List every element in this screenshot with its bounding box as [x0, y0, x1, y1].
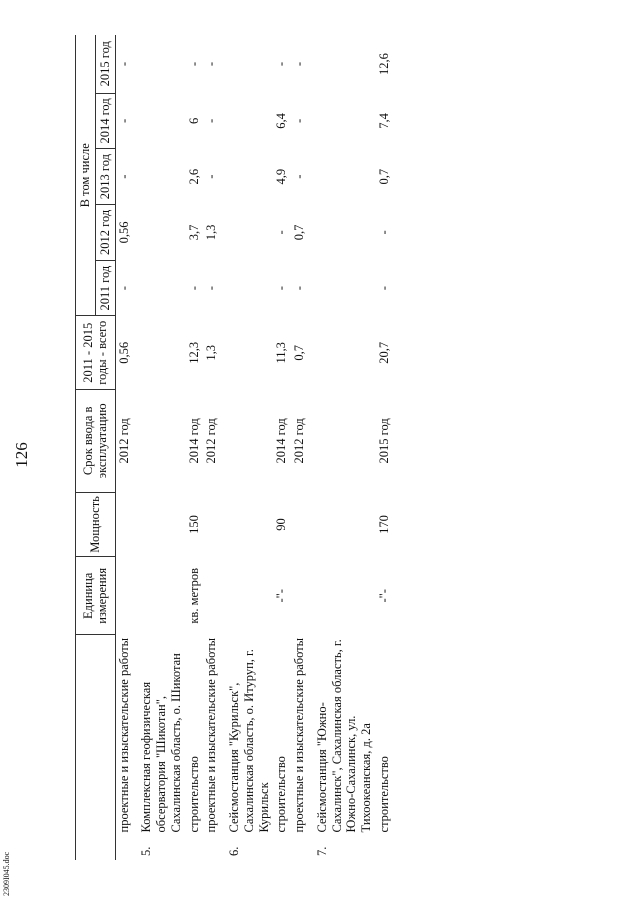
row-commissioning — [221, 390, 273, 493]
row-name: Комплексная геофизическая обсерватория "Шикотан", Сахалинская область, о. Шикотан — [139, 653, 183, 833]
row-name: строительство — [376, 756, 391, 833]
row-commissioning — [309, 390, 376, 493]
row-name: Сейсмостанция "Курильск", Сахалинская область, о. Итуруп, г. Курильск — [227, 649, 271, 833]
row-year-value: 4,9 — [274, 168, 289, 185]
row-year-value: - — [204, 61, 219, 67]
row-number — [273, 835, 291, 860]
row-year-value: - — [274, 61, 289, 67]
row-unit — [309, 557, 376, 635]
row-name: строительство — [186, 756, 201, 833]
row-year-value — [133, 93, 185, 149]
table-row — [309, 35, 376, 860]
row-year-value — [309, 260, 376, 316]
header-year: 2013 год — [95, 149, 115, 205]
row-commissioning: 2012 год — [116, 418, 131, 464]
table-row — [291, 35, 309, 860]
row-year-value — [221, 205, 273, 261]
row-total: 0,56 — [116, 341, 131, 364]
row-name: Сейсмостанция "Южно-Сахалинск", Сахалинская область, г. Южно-Сахалинск, ул. Тихоокеанская, д. 2а — [314, 639, 373, 833]
row-total: 20,7 — [376, 341, 391, 364]
row-capacity: 150 — [186, 515, 201, 534]
row-commissioning: 2014 год — [186, 418, 201, 464]
row-year-value — [309, 149, 376, 205]
row-number — [186, 835, 204, 860]
row-number: 7. — [314, 846, 329, 856]
row-unit — [133, 557, 185, 635]
row-year-value: 3,7 — [186, 224, 201, 241]
footer-filename: 2309I045.doc — [2, 851, 11, 896]
row-year-value: 2,6 — [186, 168, 201, 185]
row-year-value: - — [274, 230, 289, 235]
header-name — [76, 635, 116, 860]
row-capacity — [115, 492, 133, 557]
row-total: 0,7 — [292, 344, 306, 361]
row-total: 1,3 — [204, 344, 219, 361]
row-unit — [115, 557, 133, 635]
row-name: проектные и изыскательские работы — [116, 637, 131, 833]
header-commissioning: Срок ввода в эксплуатацию — [76, 390, 116, 493]
row-year-value: 0,7 — [292, 224, 306, 241]
table-row — [133, 35, 185, 860]
row-number: 5. — [139, 846, 154, 856]
row-commissioning: 2014 год — [274, 418, 289, 464]
table-row — [115, 35, 133, 860]
rotated-table-container — [75, 35, 565, 860]
header-unit: Единица измерения — [76, 557, 116, 635]
row-year-value — [221, 93, 273, 149]
row-total: 11,3 — [274, 342, 289, 364]
row-capacity — [133, 492, 185, 557]
row-year-value: 7,4 — [376, 113, 391, 129]
row-total — [133, 316, 185, 390]
row-year-value: 0,7 — [376, 168, 391, 185]
row-unit — [291, 557, 309, 635]
row-year-value: - — [116, 61, 131, 67]
row-name: строительство — [274, 756, 289, 833]
row-capacity — [221, 492, 273, 557]
row-year-value — [309, 93, 376, 149]
row-year-value: - — [292, 286, 306, 291]
row-unit — [203, 557, 221, 635]
row-year-value: - — [116, 118, 131, 123]
row-year-value: - — [376, 230, 391, 235]
row-year-value: - — [204, 174, 219, 179]
row-year-value: - — [186, 286, 201, 291]
header-year: 2014 год — [95, 93, 115, 149]
page-number: 126 — [12, 442, 31, 468]
row-number — [291, 835, 309, 860]
row-total — [221, 316, 273, 390]
row-year-value: - — [116, 174, 131, 179]
investment-table — [75, 35, 394, 860]
header-year: 2015 год — [95, 35, 115, 93]
row-number: 6. — [227, 846, 241, 856]
row-capacity — [291, 492, 309, 557]
row-year-value: - — [204, 286, 219, 291]
row-year-value — [309, 205, 376, 261]
header-year: 2011 год — [95, 260, 115, 316]
row-year-value: 12,6 — [376, 53, 391, 75]
row-year-value — [133, 149, 185, 205]
row-total: 12,3 — [186, 341, 201, 364]
table-row — [376, 35, 394, 860]
row-number — [376, 835, 394, 860]
row-year-value: - — [292, 118, 306, 123]
row-commissioning — [133, 390, 185, 493]
row-year-value: - — [376, 286, 391, 291]
row-year-value: - — [204, 118, 219, 123]
row-unit — [221, 557, 273, 635]
row-capacity — [309, 492, 376, 557]
row-unit: -"- — [376, 589, 391, 603]
row-total — [309, 316, 376, 390]
header-year: 2012 год — [95, 205, 115, 261]
row-commissioning: 2015 год — [376, 418, 391, 464]
row-year-value — [221, 35, 273, 93]
row-year-value — [221, 149, 273, 205]
row-year-value — [133, 205, 185, 261]
row-commissioning: 2012 год — [292, 418, 306, 464]
row-year-value: - — [292, 61, 306, 67]
table-row — [203, 35, 221, 860]
row-year-value: 6 — [186, 117, 201, 125]
row-year-value: 6,4 — [274, 113, 289, 129]
row-unit: -"- — [274, 589, 289, 603]
row-commissioning: 2012 год — [204, 418, 219, 464]
row-year-value: - — [116, 286, 131, 291]
row-capacity — [203, 492, 221, 557]
header-including: В том числе — [76, 35, 96, 316]
header-capacity: Мощность — [76, 492, 116, 557]
row-year-value: - — [274, 286, 289, 291]
table-row — [273, 35, 291, 860]
row-year-value: - — [292, 174, 306, 179]
row-year-value: 1,3 — [204, 224, 219, 241]
row-unit: кв. метров — [186, 567, 201, 624]
row-year-value: 0,56 — [116, 221, 131, 244]
row-year-value — [133, 35, 185, 93]
row-year-value: - — [186, 61, 201, 67]
row-capacity: 170 — [376, 515, 391, 534]
row-capacity: 90 — [274, 518, 289, 531]
header-total: 2011 - 2015 годы - всего — [76, 316, 116, 390]
row-number — [115, 835, 133, 860]
table-row — [221, 35, 273, 860]
row-year-value — [221, 260, 273, 316]
row-number — [203, 835, 221, 860]
row-name: проектные и изыскательские работы — [292, 637, 306, 833]
row-year-value — [309, 35, 376, 93]
row-year-value — [133, 260, 185, 316]
table-body — [115, 35, 394, 860]
row-name: проектные и изыскательские работы — [204, 637, 219, 833]
table-row — [186, 35, 204, 860]
